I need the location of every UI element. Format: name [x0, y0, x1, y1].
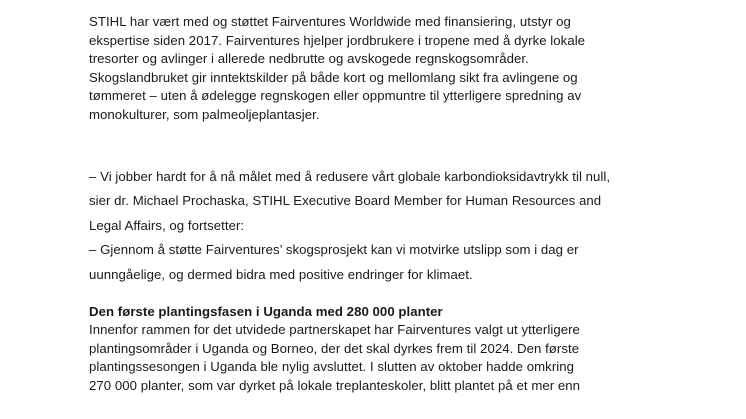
section-planting-phase: [89, 303, 689, 395]
paragraph-line: Innenfor rammen for det utvidede partnerskapet har Fairventures valgt ut ytterligere: [89, 322, 580, 338]
paragraph-line: uunngåelige, og dermed bidra med positive endringer for klimaet.: [89, 266, 473, 282]
intro-paragraph: [89, 13, 689, 125]
paragraph-line: tresorter og avlinger i allerede nedbrutte og avskogede regnskogsområder.: [89, 51, 529, 67]
paragraph-line: sier dr. Michael Prochaska, STIHL Executive Board Member for Human Resources and: [89, 193, 602, 209]
paragraph-line: – Vi jobber hardt for å nå målet med å redusere vårt globale karbondioksidavtrykk til null,: [89, 169, 611, 184]
paragraph-line: tømmeret – uten å ødelegge regnskogen eller oppmuntre til ytterligere spredning av: [89, 88, 582, 104]
paragraph-line: plantingsområder i Uganda og Borneo, der det skal dyrkes frem til 2024. Den første: [89, 340, 580, 356]
paragraph-line: 270 000 planter, som var dyrket på lokale treplanteskoler, blitt plantet på et mer enn: [89, 377, 581, 393]
paragraph-line: plantingssesongen i Uganda ble nylig avsluttet. I slutten av oktober hadde omkring: [89, 359, 575, 375]
paragraph-line: Skogslandbruket gir inntektskilder på både kort og mellomlang sikt fra avlingene og: [89, 69, 578, 85]
paragraph-line: Legal Affairs, og fortsetter:: [89, 217, 245, 233]
section-heading: Den første plantingsfasen i Uganda med 280 000 planter: [89, 304, 443, 319]
paragraph-line: ekspertise siden 2017. Fairventures hjelper jordbrukere i tropene med å dyrke lokale: [89, 32, 586, 48]
paragraph-line: STIHL har vært med og støttet Fairventures Worldwide med finansiering, utstyr og: [89, 14, 571, 29]
paragraph-line: – Gjennom å støtte Fairventures’ skogsprosjekt kan vi motvirke utslipp som i dag er: [89, 242, 579, 258]
paragraph-line: monokulturer, som palmeoljeplantasjer.: [89, 106, 320, 122]
quote-paragraph: [89, 165, 689, 287]
